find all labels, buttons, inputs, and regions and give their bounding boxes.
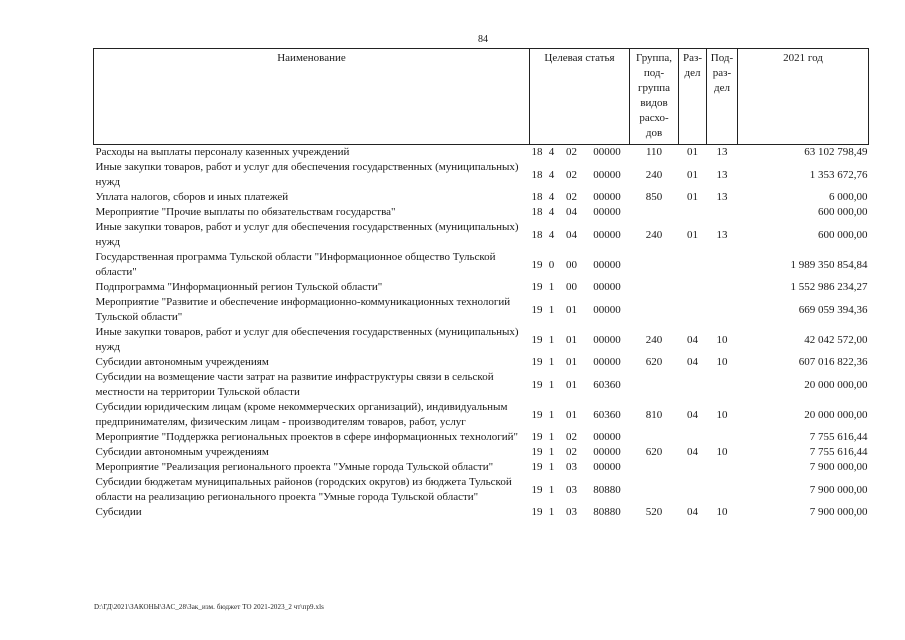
row-expense-group xyxy=(630,205,679,220)
row-name: Расходы на выплаты персоналу казенных учреждений xyxy=(95,146,350,158)
row-direction: 00000 xyxy=(593,228,621,241)
row-name: Мероприятие "Прочие выплаты по обязательствам государства" xyxy=(95,206,396,218)
row-name: Субсидии юридическим лицам (кроме некоммерческих организаций), индивидуальным предпринимателям, физическим лицам - производителям товаров, работ, услуг xyxy=(95,401,508,428)
row-name: Субсидии на возмещение части затрат на развитие инфраструктуры связи в сельской местности на территории Тульской области xyxy=(95,371,494,398)
row-subsection: 10 xyxy=(716,408,728,421)
row-program: 19 xyxy=(531,333,543,346)
row-amount: 7 900 000,00 xyxy=(809,461,868,473)
table-row xyxy=(94,475,869,505)
row-section: 04 xyxy=(687,408,698,421)
row-section xyxy=(679,280,707,295)
header-section: Раз- дел xyxy=(679,49,707,145)
row-program: 19 xyxy=(531,303,543,316)
row-amount: 7 900 000,00 xyxy=(809,483,868,496)
row-subprogram: 1 xyxy=(548,408,555,421)
row-subprogram: 1 xyxy=(548,461,555,473)
row-expense-group: 240 xyxy=(645,333,663,346)
row-section: 04 xyxy=(687,446,698,458)
page-number: 84 xyxy=(478,34,488,45)
table-row xyxy=(94,280,869,295)
row-expense-group xyxy=(630,460,679,475)
row-subsection xyxy=(707,430,738,445)
row-amount: 1 353 672,76 xyxy=(809,168,868,181)
row-section xyxy=(679,475,707,505)
row-subprogram: 4 xyxy=(548,168,555,181)
row-expense-group: 850 xyxy=(645,191,663,203)
row-direction: 00000 xyxy=(593,303,621,316)
header-year: 2021 год xyxy=(738,49,869,145)
row-subprogram: 1 xyxy=(548,446,555,458)
row-program: 19 xyxy=(531,258,543,271)
row-subsection: 13 xyxy=(716,191,728,203)
row-subsection xyxy=(707,460,738,475)
table-row xyxy=(94,205,869,220)
row-section: 01 xyxy=(687,168,698,181)
row-subprogram: 1 xyxy=(548,333,555,346)
row-amount: 1 989 350 854,84 xyxy=(790,258,868,271)
row-subprogram: 0 xyxy=(548,258,555,271)
header-target-article: Целевая статья xyxy=(530,49,630,145)
row-amount: 7 755 616,44 xyxy=(809,431,868,443)
row-measure: 03 xyxy=(566,506,577,518)
row-name: Субсидии бюджетам муниципальных районов (городских округов) из бюджета Тульской области на реализацию регионального проекта "Умные города Тульской области" xyxy=(95,476,512,503)
row-measure: 02 xyxy=(566,146,577,158)
row-subprogram: 4 xyxy=(548,228,555,241)
row-direction: 80880 xyxy=(593,483,621,496)
row-expense-group xyxy=(630,280,679,295)
row-subsection: 13 xyxy=(716,146,728,158)
row-direction: 80880 xyxy=(593,506,621,518)
row-program: 18 xyxy=(531,191,543,203)
row-section xyxy=(679,205,707,220)
budget-table xyxy=(93,48,869,520)
row-expense-group: 110 xyxy=(645,146,663,158)
row-program: 19 xyxy=(531,446,543,458)
row-measure: 04 xyxy=(566,228,577,241)
row-section: 01 xyxy=(687,146,698,158)
row-subprogram: 1 xyxy=(548,303,555,316)
table-row xyxy=(94,430,869,445)
row-amount: 20 000 000,00 xyxy=(804,378,868,391)
row-program: 18 xyxy=(531,228,543,241)
row-subprogram: 1 xyxy=(548,506,555,518)
row-direction: 00000 xyxy=(593,258,621,271)
row-measure: 00 xyxy=(566,281,577,293)
table-row xyxy=(94,355,869,370)
row-amount: 1 552 986 234,27 xyxy=(790,281,868,293)
row-section xyxy=(679,295,707,325)
row-program: 19 xyxy=(531,483,543,496)
row-amount: 6 000,00 xyxy=(829,191,868,203)
row-subprogram: 4 xyxy=(548,191,555,203)
row-name: Подпрограмма "Информационный регион Тульской области" xyxy=(95,281,383,293)
row-expense-group xyxy=(630,370,679,400)
row-direction: 00000 xyxy=(593,146,621,158)
row-subprogram: 1 xyxy=(548,356,555,368)
row-measure: 04 xyxy=(566,206,577,218)
row-measure: 02 xyxy=(566,168,577,181)
table-row xyxy=(94,250,869,280)
row-subprogram: 1 xyxy=(548,431,555,443)
row-expense-group xyxy=(630,250,679,280)
row-name: Субсидии xyxy=(95,506,142,518)
row-section xyxy=(679,460,707,475)
row-amount: 20 000 000,00 xyxy=(804,408,868,421)
row-amount: 63 102 798,49 xyxy=(804,146,868,158)
row-direction: 00000 xyxy=(593,281,621,293)
row-program: 18 xyxy=(531,206,543,218)
row-expense-group: 810 xyxy=(645,408,663,421)
row-subprogram: 1 xyxy=(548,378,555,391)
row-program: 19 xyxy=(531,378,543,391)
table-row xyxy=(94,505,869,520)
row-subsection: 13 xyxy=(716,168,728,181)
row-name: Уплата налогов, сборов и иных платежей xyxy=(95,191,289,203)
row-subsection: 10 xyxy=(716,356,728,368)
header-subsection: Под- раз- дел xyxy=(707,49,738,145)
row-program: 19 xyxy=(531,281,543,293)
row-expense-group: 620 xyxy=(645,356,663,368)
row-direction: 00000 xyxy=(593,356,621,368)
row-expense-group xyxy=(630,295,679,325)
row-expense-group xyxy=(630,430,679,445)
row-section xyxy=(679,430,707,445)
row-direction: 00000 xyxy=(593,206,621,218)
row-measure: 01 xyxy=(566,356,577,368)
row-program: 19 xyxy=(531,506,543,518)
row-measure: 00 xyxy=(566,258,577,271)
table-row xyxy=(94,445,869,460)
row-direction: 00000 xyxy=(593,168,621,181)
row-name: Мероприятие "Развитие и обеспечение информационно-коммуникационных технологий Тульской области" xyxy=(95,296,511,323)
table-row xyxy=(94,460,869,475)
row-measure: 02 xyxy=(566,191,577,203)
row-section: 04 xyxy=(687,333,698,346)
row-expense-group: 240 xyxy=(645,228,663,241)
row-subsection: 10 xyxy=(716,446,728,458)
row-section xyxy=(679,250,707,280)
row-section xyxy=(679,370,707,400)
row-direction: 00000 xyxy=(593,333,621,346)
row-direction: 00000 xyxy=(593,431,621,443)
row-program: 19 xyxy=(531,408,543,421)
row-subprogram: 1 xyxy=(548,281,555,293)
row-direction: 00000 xyxy=(593,446,621,458)
row-direction: 60360 xyxy=(593,378,621,391)
row-expense-group: 240 xyxy=(645,168,663,181)
table-row xyxy=(94,325,869,355)
row-amount: 600 000,00 xyxy=(818,206,868,218)
footer-file-path: D:\ГД\2021\ЗАКОНЫ\ЗАС_28\Зак_изм. бюджет ТО 2021-2023_2 чт\пр9.xls xyxy=(94,603,324,611)
row-measure: 01 xyxy=(566,303,577,316)
row-subsection: 13 xyxy=(716,228,728,241)
row-subsection xyxy=(707,205,738,220)
row-subprogram: 1 xyxy=(548,483,555,496)
row-measure: 01 xyxy=(566,408,577,421)
row-name: Государственная программа Тульской области "Информационное общество Тульской области" xyxy=(95,251,496,278)
row-name: Мероприятие "Реализация регионального проекта "Умные города Тульской области" xyxy=(95,461,494,473)
row-section: 01 xyxy=(687,228,698,241)
header-expense-group: Группа, под- группа видов расхо- дов xyxy=(630,49,679,145)
row-amount: 607 016 822,36 xyxy=(798,356,868,368)
row-subsection xyxy=(707,250,738,280)
table-row xyxy=(94,370,869,400)
row-subsection xyxy=(707,280,738,295)
row-amount: 42 042 572,00 xyxy=(804,333,868,346)
row-subsection xyxy=(707,475,738,505)
row-amount: 600 000,00 xyxy=(818,228,868,241)
table-row xyxy=(94,400,869,430)
row-direction: 60360 xyxy=(593,408,621,421)
row-program: 19 xyxy=(531,431,543,443)
row-amount: 7 900 000,00 xyxy=(809,506,868,518)
row-section: 04 xyxy=(687,506,698,518)
row-name: Иные закупки товаров, работ и услуг для обеспечения государственных (муниципальных) нужд xyxy=(95,221,519,248)
row-name: Иные закупки товаров, работ и услуг для обеспечения государственных (муниципальных) нужд xyxy=(95,161,519,188)
row-measure: 01 xyxy=(566,333,577,346)
row-program: 19 xyxy=(531,461,543,473)
row-name: Субсидии автономным учреждениям xyxy=(95,446,269,458)
header-name: Наименование xyxy=(94,49,530,145)
row-measure: 03 xyxy=(566,483,577,496)
row-section: 01 xyxy=(687,191,698,203)
row-subprogram: 4 xyxy=(548,146,555,158)
row-measure: 01 xyxy=(566,378,577,391)
row-program: 19 xyxy=(531,356,543,368)
row-expense-group xyxy=(630,475,679,505)
table-row xyxy=(94,160,869,190)
row-section: 04 xyxy=(687,356,698,368)
row-measure: 02 xyxy=(566,446,577,458)
row-name: Мероприятие "Поддержка региональных проектов в сфере информационных технологий" xyxy=(95,431,519,443)
row-measure: 02 xyxy=(566,431,577,443)
row-subprogram: 4 xyxy=(548,206,555,218)
row-measure: 03 xyxy=(566,461,577,473)
row-expense-group: 520 xyxy=(645,506,663,518)
row-subsection: 10 xyxy=(716,333,728,346)
row-subsection: 10 xyxy=(716,506,728,518)
row-program: 18 xyxy=(531,146,543,158)
row-amount: 669 059 394,36 xyxy=(798,303,868,316)
table-row xyxy=(94,220,869,250)
table-row xyxy=(94,190,869,205)
row-subsection xyxy=(707,370,738,400)
table-row xyxy=(94,295,869,325)
table-row xyxy=(94,145,869,161)
row-direction: 00000 xyxy=(593,191,621,203)
row-direction: 00000 xyxy=(593,461,621,473)
row-amount: 7 755 616,44 xyxy=(809,446,868,458)
row-expense-group: 620 xyxy=(645,446,663,458)
row-subsection xyxy=(707,295,738,325)
row-name: Иные закупки товаров, работ и услуг для обеспечения государственных (муниципальных) нужд xyxy=(95,326,519,353)
row-program: 18 xyxy=(531,168,543,181)
row-name: Субсидии автономным учреждениям xyxy=(95,356,269,368)
